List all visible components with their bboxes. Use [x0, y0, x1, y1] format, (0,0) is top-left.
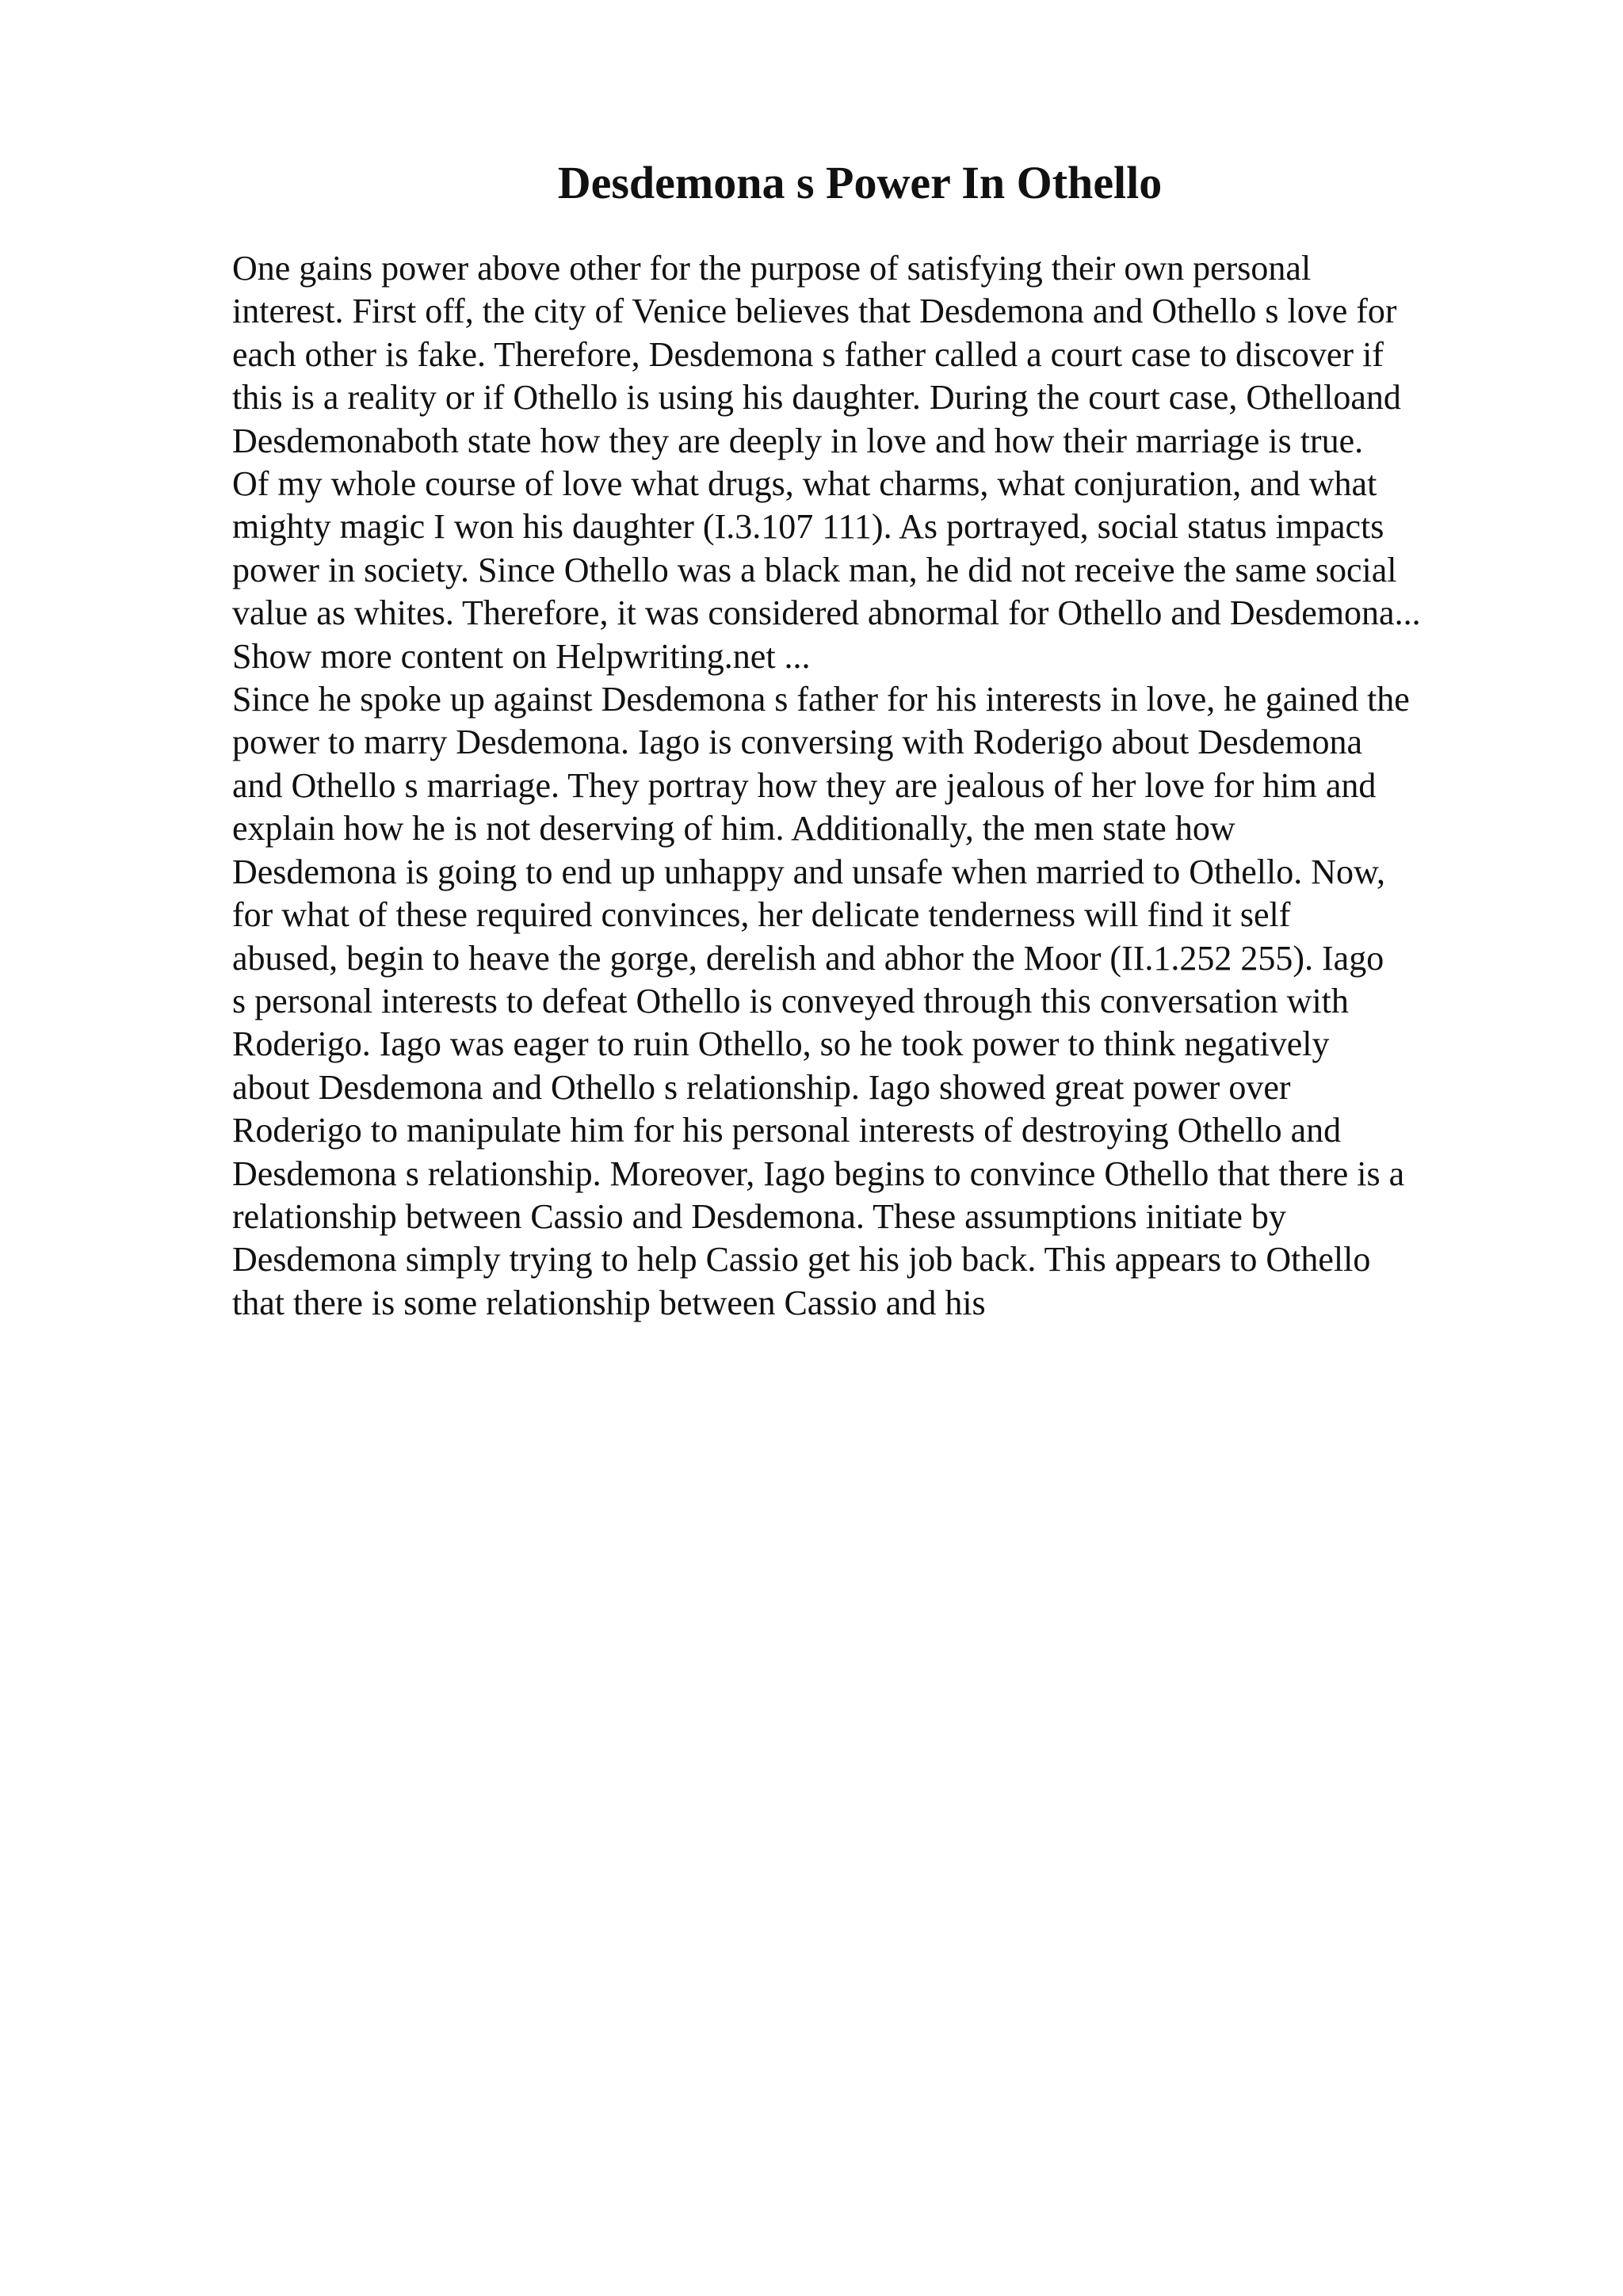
text-line: this is a reality or if Othello is using his daughter. During the court case, Othelloand: [232, 378, 1401, 418]
text-line: Desdemona is going to end up unhappy and unsafe when married to Othello. Now,: [232, 852, 1385, 891]
text-line: relationship between Cassio and Desdemona. These assumptions initiate by: [232, 1196, 1286, 1236]
document-body: [232, 247, 1595, 1325]
text-line: Desdemona s relationship. Moreover, Iago begins to convince Othello that there is a: [232, 1154, 1405, 1193]
text-line: Desdemonaboth state how they are deeply in love and how their marriage is true.: [232, 421, 1364, 460]
text-line: each other is fake. Therefore, Desdemona s father called a court case to discover if: [232, 334, 1384, 374]
text-line: that there is some relationship between Cassio and his: [232, 1283, 986, 1322]
text-line: about Desdemona and Othello s relationship. Iago showed great power over: [232, 1067, 1291, 1107]
text-line: Roderigo. Iago was eager to ruin Othello, so he took power to think negatively: [232, 1024, 1330, 1064]
document-title: Desdemona s Power In Othello: [557, 157, 1163, 208]
text-line: Desdemona simply trying to help Cassio get his job back. This appears to Othello: [232, 1240, 1371, 1280]
text-line: s personal interests to defeat Othello is conveyed through this conversation with: [232, 981, 1349, 1020]
text-line: power in society. Since Othello was a black man, he did not receive the same social: [232, 550, 1397, 589]
text-line: Since he spoke up against Desdemona s father for his interests in love, he gained the: [232, 680, 1410, 719]
text-line: Roderigo to manipulate him for his personal interests of destroying Othello and: [232, 1111, 1342, 1150]
text-line: abused, begin to heave the gorge, derelish and abhor the Moor (II.1.252 255). Iago: [232, 938, 1384, 978]
text-line: for what of these required convinces, her delicate tenderness will find it self: [232, 895, 1291, 935]
text-line: interest. First off, the city of Venice believes that Desdemona and Othello s love for: [232, 292, 1397, 331]
text-line: and Othello s marriage. They portray how they are jealous of her love for him and: [232, 765, 1377, 805]
text-line: explain how he is not deserving of him. Additionally, the men state how: [232, 809, 1235, 849]
text-line: power to marry Desdemona. Iago is conversing with Roderigo about Desdemona: [232, 723, 1362, 762]
text-line: value as whites. Therefore, it was considered abnormal for Othello and Desdemona...: [232, 593, 1421, 633]
text-line: One gains power above other for the purpose of satisfying their own personal: [232, 249, 1312, 288]
show-more-link[interactable]: Show more content on Helpwriting.net ...: [232, 636, 811, 676]
text-line: Of my whole course of love what drugs, what charms, what conjuration, and what: [232, 464, 1377, 504]
text-line: mighty magic I won his daughter (I.3.107 111). As portrayed, social status impacts: [232, 507, 1384, 547]
